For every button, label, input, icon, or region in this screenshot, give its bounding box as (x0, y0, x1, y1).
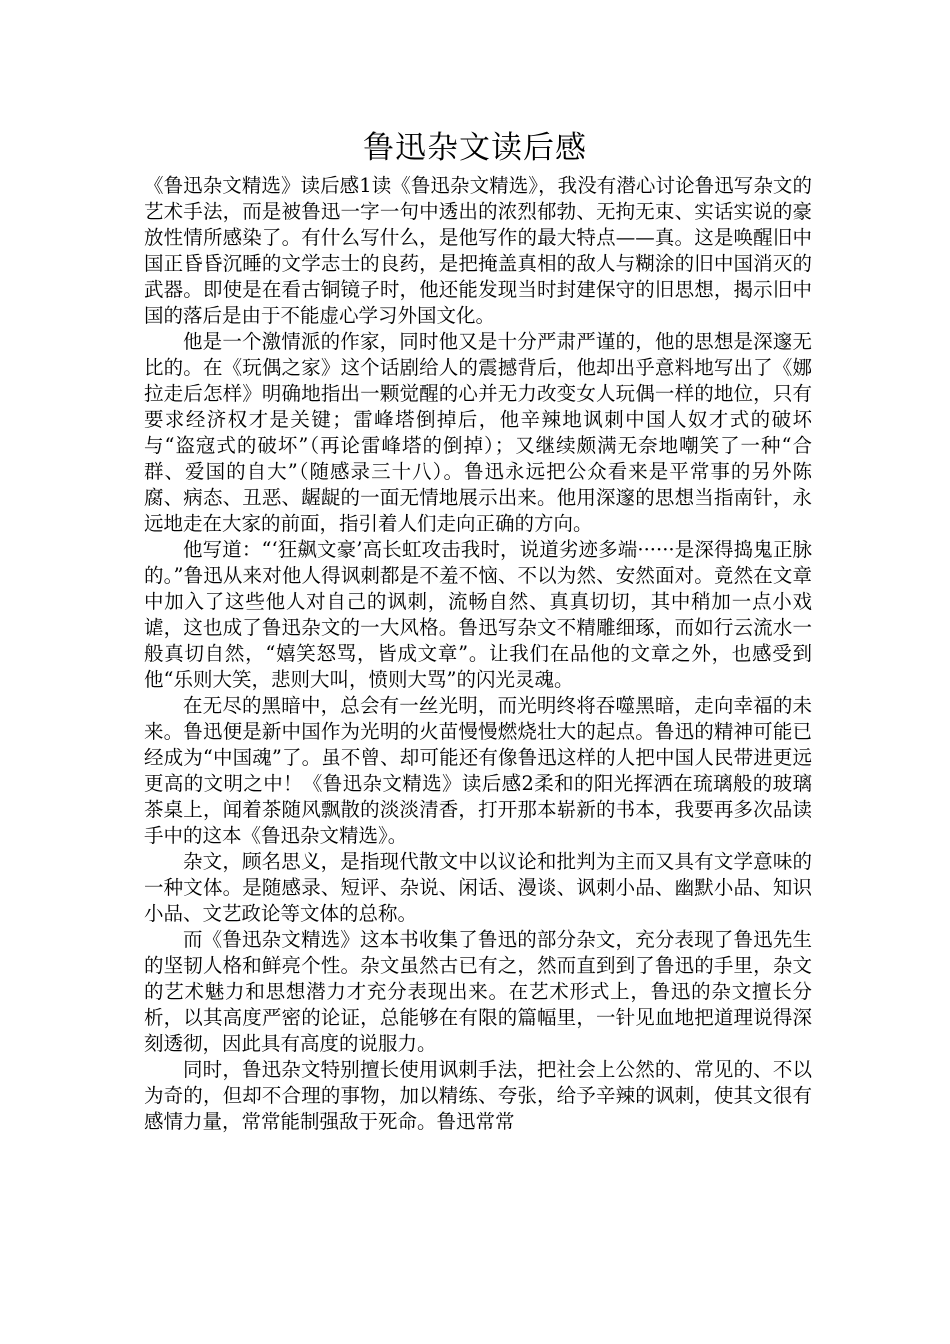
paragraph-6: 而《鲁迅杂文精选》这本书收集了鲁迅的部分杂文，充分表现了鲁迅先生的坚韧人格和鲜亮个性。杂文虽然古已有之，然而直到到了鲁迅的手里，杂文的艺术魅力和思想潜力才充分表现出来。在艺术形式上，鲁迅的杂文擅长分析，以其高度严密的论证，总能够在有限的篇幅里，一针见血地把道理说得深刻透彻，因此具有高度的说服力。 (144, 928, 812, 1055)
document-title: 鲁迅杂文读后感 (363, 130, 587, 166)
paragraph-2: 他是一个激情派的作家，同时他又是十分严肃严谨的，他的思想是深邃无比的。在《玩偶之家》这个话剧给人的震撼背后，他却出乎意料地写出了《娜拉走后怎样》明确地指出一颗觉醒的心并无力改变女人玩偶一样的地位，只有要求经济权才是关键；雷峰塔倒掉后，他辛辣地讽刺中国人奴才式的破坏与“盗寇式的破坏”（再论雷峰塔的倒掉）；又继续颇满无奈地嘲笑了一种“合群、爱国的自大”（随感录三十八）。鲁迅永远把公众看来是平常事的另外陈腐、病态、丑恶、龌龊的一面无情地展示出来。他用深邃的思想当指南针，永远地走在大家的前面，指引着人们走向正确的方向。 (144, 330, 812, 535)
paragraph-3: 他写道：“‘狂飙文豪’高长虹攻击我时，说道劣迹多端······是深得捣鬼正脉的。”鲁迅从来对他人得讽刺都是不羞不恼、不以为然、安然面对。竟然在文章中加入了这些他人对自己的讽刺，流畅自然、真真切切，其中稍加一点小戏谑，这也成了鲁迅杂文的一大风格。鲁迅写杂文不精雕细琢，而如行云流水一般真切自然，“嬉笑怒骂，皆成文章”。让我们在品他的文章之外，也感受到他“乐则大笑，悲则大叫，愤则大骂”的闪光灵魂。 (144, 538, 812, 691)
document-body (144, 173, 812, 1135)
paragraph-7: 同时，鲁迅杂文特别擅长使用讽刺手法，把社会上公然的、常见的、不以为奇的，但却不合理的事物，加以精练、夸张，给予辛辣的讽刺，使其文很有感情力量，常常能制强敌于死命。鲁迅常常 (144, 1058, 812, 1133)
paragraph-4: 在无尽的黑暗中，总会有一丝光明，而光明终将吞噬黑暗，走向幸福的未来。鲁迅便是新中国作为光明的火苗慢慢燃烧壮大的起点。鲁迅的精神可能已经成为“中国魂”了。虽不曾、却可能还有像鲁迅这样的人把中国人民带进更远更高的文明之中！《鲁迅杂文精选》读后感2柔和的阳光挥洒在琉璃般的玻璃茶桌上，闻着茶随风飘散的淡淡清香，打开那本崭新的书本，我要再多次品读手中的这本《鲁迅杂文精选》。 (144, 694, 812, 847)
paragraph-5: 杂文，顾名思义，是指现代散文中以议论和批判为主而又具有文学意味的一种文体。是随感录、短评、杂说、闲话、漫谈、讽刺小品、幽默小品、知识小品、文艺政论等文体的总称。 (144, 850, 812, 925)
paragraph-1: 《鲁迅杂文精选》读后感1读《鲁迅杂文精选》，我没有潜心讨论鲁迅写杂文的艺术手法，而是被鲁迅一字一句中透出的浓烈郁勃、无拘无束、实话实说的豪放性情所感染了。有什么写什么，是他写作的最大特点——真。这是唤醒旧中国正昏昏沉睡的文学志士的良药，是把掩盖真相的敌人与糊涂的旧中国消灭的武器。即使是在看古铜镜子时，他还能发现当时封建保守的旧思想，揭示旧中国的落后是由于不能虚心学习外国文化。 (144, 174, 812, 327)
